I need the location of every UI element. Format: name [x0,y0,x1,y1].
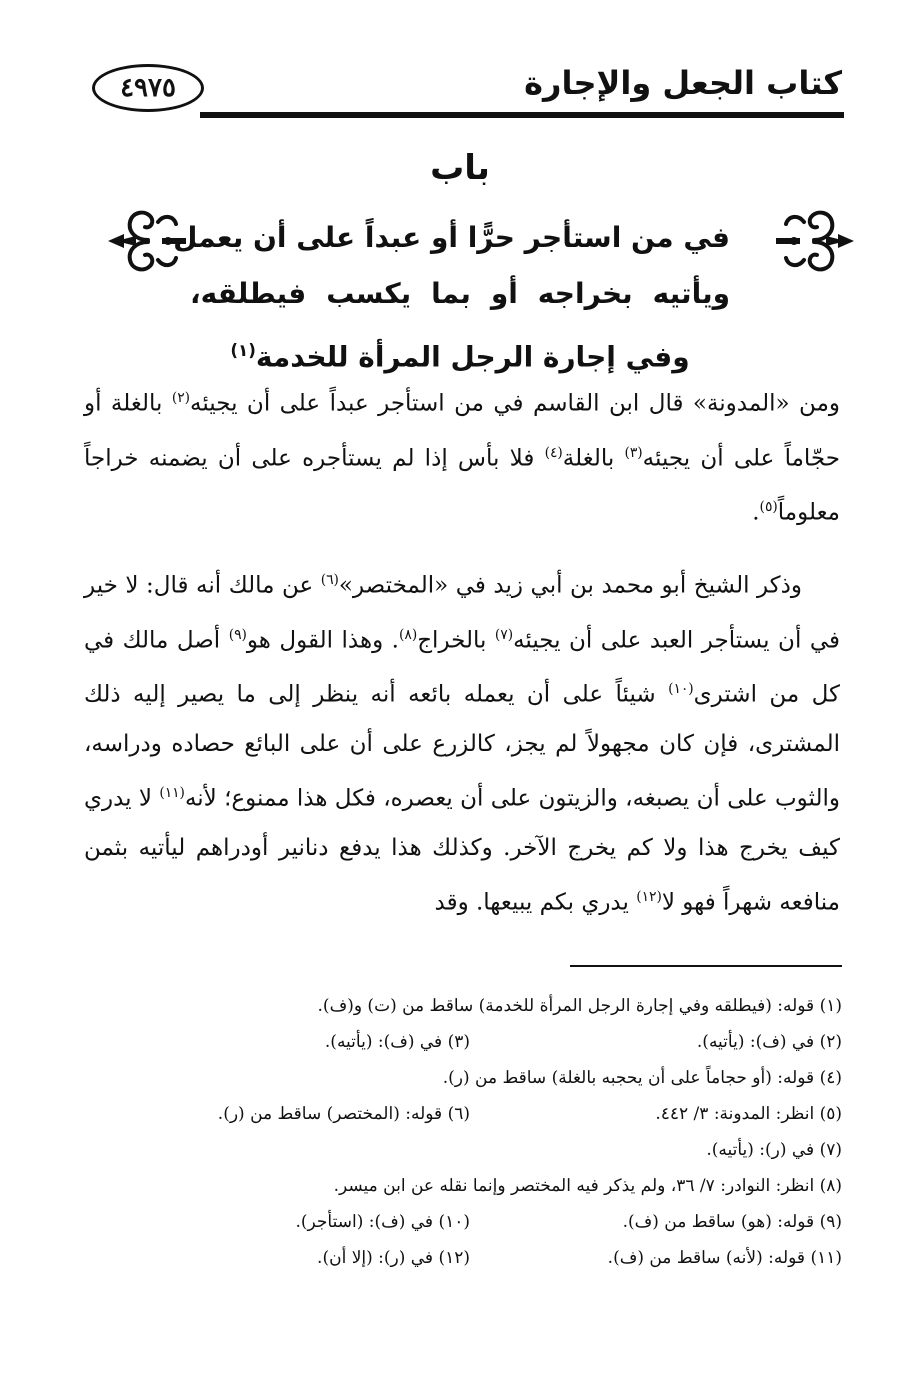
text-run: شيئاً على أن يعمله بائعه أنه ينظر إلى ما يصير إليه ذلك المشترى، فإن كان مجهولاً لم يجز، كالزرع على أن على البائع حصاده ودراسه، والثوب على أن يصبغه، والزيتون على أن يعصره، فكل هذا ممنوع؛ لأنه [84,681,840,812]
text-run: عن مالك أنه قال: لا خير في أن يستأجر العبد على أن يجيئه [84,572,840,654]
footnote-marker: (٧) [494,626,514,643]
header-rule [200,112,844,118]
footnote-5: (٥) انظر: المدونة: ٣/ ٤٤٢. [655,1104,842,1124]
footnote-12: (١٢) في (ر): (إلا أن). [317,1248,470,1268]
footnote-row [84,1240,842,1276]
footnote-marker: (١) [230,340,256,360]
text-run: ومن «المدونة» قال ابن القاسم في من استأجر عبداً على أن يجيئه [190,390,840,417]
text-run: فلا بأس إذا لم يستأجره على أن يضمنه خراجاً معلوماً [84,445,840,526]
footnote-row [84,1204,842,1240]
footnote-row [84,1132,842,1168]
footnote-marker: (٤) [544,444,563,461]
text-run: بالغلة أو حجّاماً على أن يجيئه [84,390,840,472]
footnote-marker: (٣) [624,444,643,461]
footnote-row [84,1096,842,1132]
ornament-right-icon [772,200,856,282]
chapter-label: باب [430,148,490,188]
footnote-row [84,988,842,1024]
footnote-10: (١٠) في (ف): (استأجر). [295,1212,470,1232]
paragraph-2 [84,556,840,927]
heading-line-3 [190,322,730,378]
text-run: أصل مالك في كل من اشترى [84,627,840,708]
footnote-marker: (٥) [759,499,778,516]
footnote-separator [570,965,842,967]
footnote-marker: (٨) [399,626,418,643]
footnote-marker: (٩) [228,626,247,643]
footnote-row [84,1060,842,1096]
text-run: وذكر الشيخ أبو محمد بن أبي زيد في «المختصر» [338,572,802,599]
footnote-6: (٦) قوله: (المختصر) ساقط من (ر). [217,1104,470,1124]
text-run: بالغلة [562,445,625,472]
text-run: . وهذا القول هو [246,627,399,654]
footnote-marker: (١٢) [636,888,662,905]
footnote-row [84,1024,842,1060]
book-title: كتاب الجعل والإجارة [524,64,842,102]
footnote-8: (٨) انظر: النوادر: ٧/ ٣٦، ولم يذكر فيه المختصر وإنما نقله عن ابن ميسر. [333,1176,842,1196]
footnote-marker: (١١) [159,784,185,801]
text-run: يدري بكم يبيعها. وقد [434,889,637,916]
main-text [84,374,840,927]
paragraph-1 [84,374,840,538]
footnote-2: (٢) في (ف): (يأتيه). [696,1032,842,1052]
footnote-row [84,1168,842,1204]
page-number-text: ٤٩٧٥ [120,73,176,103]
footnote-7: (٧) في (ر): (يأتيه). [706,1140,842,1160]
footnote-marker: (٦) [320,571,339,588]
page-number [92,64,204,112]
footnote-4: (٤) قوله: (أو حجاماً على أن يحجبه بالغلة) ساقط من (ر). [442,1068,842,1088]
heading-line-1: في من استأجر حرًّا أو عبداً على أن يعمل [173,221,730,254]
footnote-marker: (١٠) [668,681,694,698]
footnote-11: (١١) قوله: (لأنه) ساقط من (ف). [607,1248,842,1268]
text-run: . [752,499,760,526]
heading-line-3-text: وفي إجارة الرجل المرأة للخدمة [255,340,690,374]
chapter-heading [173,210,730,378]
footnote-marker: (٢) [171,390,191,406]
footnote-1: (١) قوله: (فيطلقه وفي إجارة الرجل المرأة للخدمة) ساقط من (ت) و(ف). [317,996,842,1016]
heading-line-2: ويأتيه بخراجه أو بما يكسب فيطلقه، [190,277,730,310]
text-run: بالخراج [417,627,495,654]
footnote-9: (٩) قوله: (هو) ساقط من (ف). [622,1212,842,1232]
footnotes [84,988,842,1276]
page-header [92,62,844,124]
footnote-3: (٣) في (ف): (يأتيه). [324,1032,470,1052]
text-run: لا يدري كيف يخرج هذا ولا كم يخرج الآخر. وكذلك هذا يدفع دنانير أودراهم ليأتيه بثمن منافعه شهراً فهو لا [84,785,840,916]
